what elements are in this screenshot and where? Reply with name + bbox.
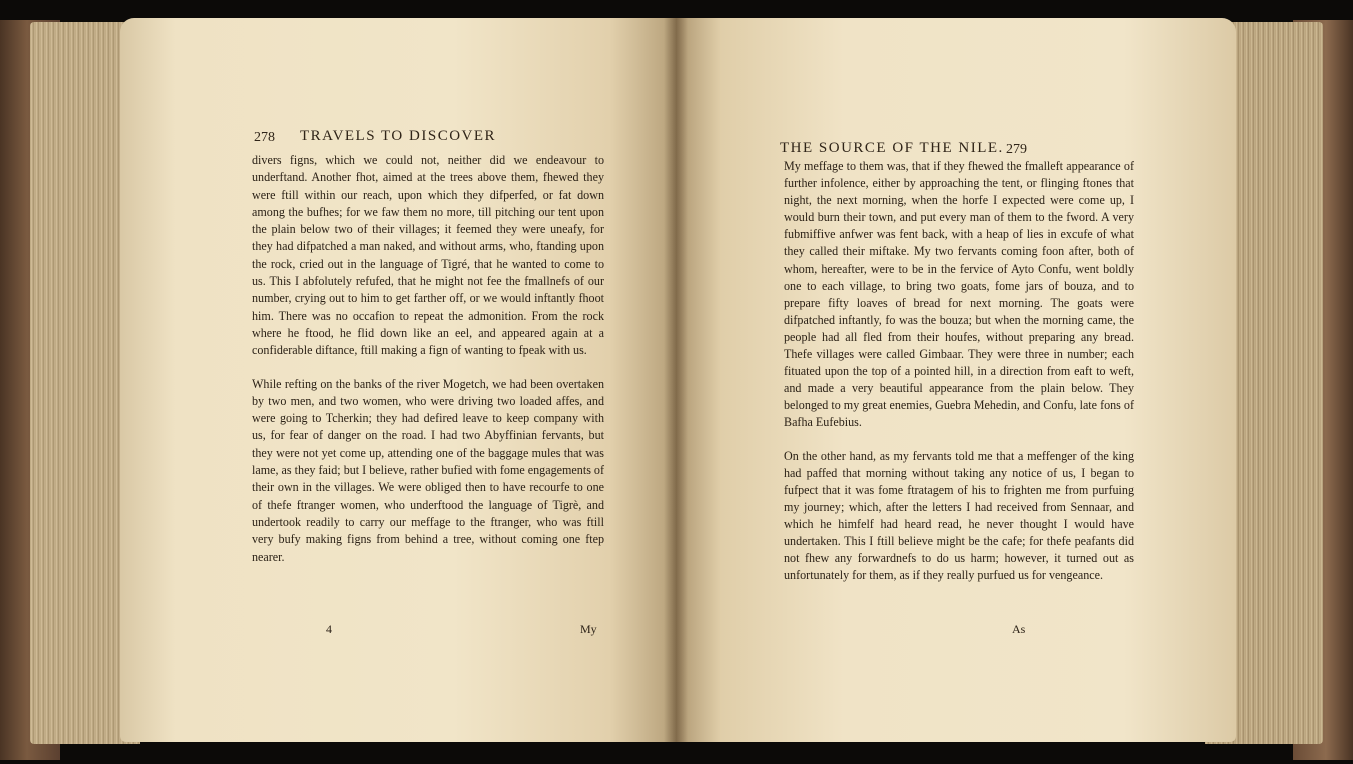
signature-mark: 4 bbox=[326, 622, 332, 636]
right-page-number: 279 bbox=[1006, 142, 1027, 157]
paragraph: While refting on the banks of the river Mogetch, we had been overtaken by two men, and two women, who were driving two loaded affes, and were going to Tcherkin; they had defired leave to keep company with us, for fear of danger on the road. I had two Abyffinian fervants, but they were not yet come up, attending one of the baggage mules that was lame, as they faid; but I believe, rather bufied with fome engagements of their own in the villages. We were obliged then to have recourfe to one of thefe ftranger women, who underftood the language of Tigrè, and undertook readily to carry our meffage to the ftranger, who was ftill very bufy making figns from behind a tree, without coming one ftep nearer. bbox=[252, 376, 604, 564]
catchword: As bbox=[1012, 622, 1026, 636]
left-page bbox=[120, 18, 676, 742]
book-gutter bbox=[664, 18, 688, 742]
right-page bbox=[676, 18, 1236, 742]
catchword: My bbox=[580, 622, 597, 636]
left-running-head: TRAVELS TO DISCOVER bbox=[300, 128, 497, 144]
right-running-head: THE SOURCE OF THE NILE. bbox=[780, 140, 1004, 156]
left-page-number: 278 bbox=[254, 130, 275, 145]
left-page-text bbox=[252, 152, 604, 566]
paragraph: My meffage to them was, that if they fhewed the fmalleft appearance of further infolence, either by approaching the tent, or flinging ftones that night, the next morning, when the horfe I expected were come up, I would burn their town, and put every man of them to the fword. A very fubmiffive anfwer was fent back, with a heap of lies in excufe of what they called their miftake. My two fervants coming foon after, both of whom, hereafter, were to be in the fervice of Ayto Confu, went boldly one to each village, to bring two goats, fome jars of bouza, and to prepare fifty loaves of bread for next morning. The goats were difpatched inftantly, fo was the bouza; but when the morning came, the people had all fled from their houfes, without preparing any bread. Thefe villages were called Gimbaar. They were three in number; each fituated upon the top of a pointed hill, in a direction from eaft to weft, and made a very beautiful appearance from the plain below. They belonged to my great enemies, Guebra Mehedin, and Confu, late fons of Bafha Eufebius. bbox=[784, 159, 1134, 430]
paragraph: divers figns, which we could not, neither did we endeavour to underftand. Another fhot, aimed at the trees above them, fhewed they were ftill within our reach, upon which they difperfed, or fat down among the bufhes; for we faw them no more, till pitching our tent upon the plain below two of their villages; it feemed they were uneafy, for they had difpatched a man naked, and without arms, who, ftanding upon the rock, cried out in the language of Tigré, that he wanted to come to us. This I abfolutely refufed, that he might not fee the fmallnefs of our number, crying out to him to get farther off, or we would inftantly fhoot him. There was no occafion to repeat the admonition. From the rock where he ftood, he flid down like an eel, and appeared again at a confiderable diftance, ftill making a fign of wanting to fpeak with us. bbox=[252, 153, 604, 358]
paragraph: On the other hand, as my fervants told me that a meffenger of the king had paffed that morning without taking any notice of us, I began to fufpect that it was fome ftratagem of his to frighten me from purfuing my journey; which, after the letters I had received from Sennaar, and which he himfelf had heard read, he never thought I would have undertaken. This I ftill believe might be the cafe; for thefe peafants did not fhew any forwardnefs to do us harm; however, it turned out as unfortunately for them, as if they really purfued us for vengeance. bbox=[784, 448, 1134, 583]
right-page-text bbox=[784, 158, 1134, 584]
